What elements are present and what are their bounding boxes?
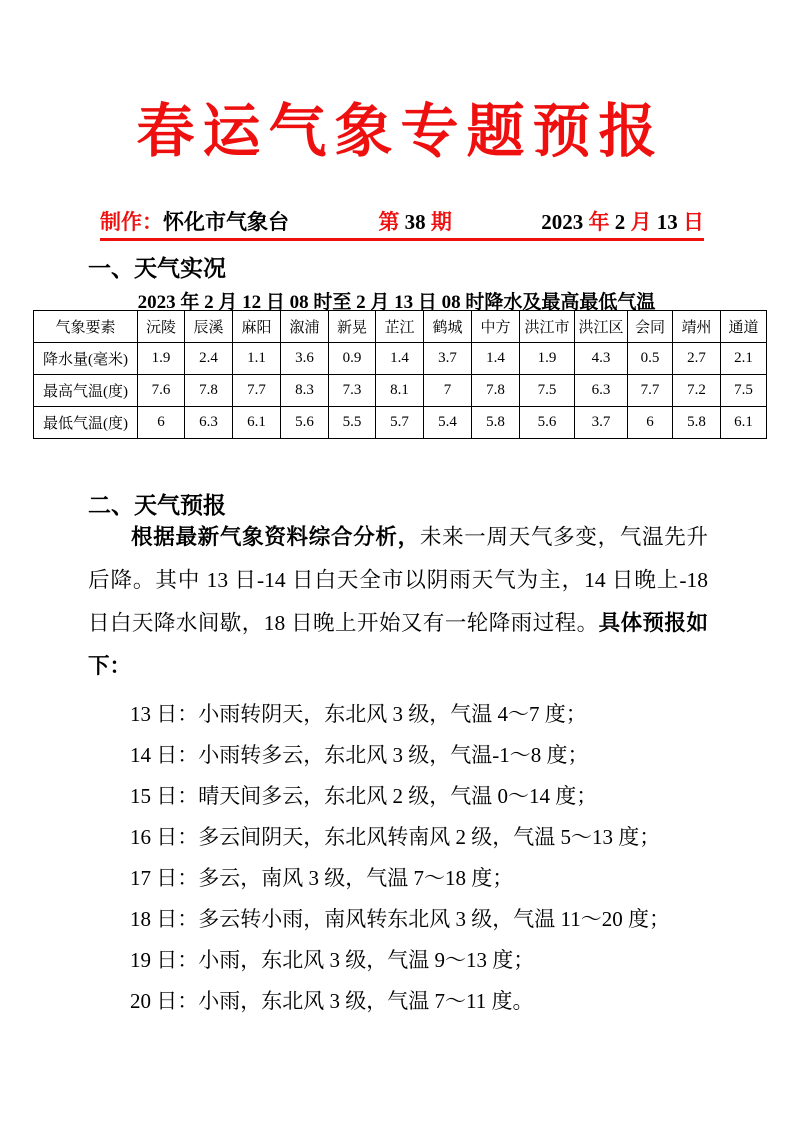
table-header-cell: 通道 (721, 311, 767, 343)
table-cell: 3.7 (424, 343, 472, 375)
table-cell: 5.8 (472, 407, 520, 439)
table-cell: 6.3 (575, 375, 628, 407)
table-cell: 3.7 (575, 407, 628, 439)
row-label: 最高气温(度) (34, 375, 138, 407)
table-row-precipitation (34, 343, 767, 375)
table-cell: 4.3 (575, 343, 628, 375)
table-cell: 2.1 (721, 343, 767, 375)
date-month: 2 (609, 210, 631, 234)
table-cell: 6 (628, 407, 673, 439)
table-cell: 7.2 (673, 375, 721, 407)
document-title: 春运气象专题预报 (136, 99, 665, 164)
date-month-unit: 月 (630, 210, 652, 234)
table-cell: 5.6 (520, 407, 575, 439)
table-cell: 5.5 (329, 407, 376, 439)
table-cell: 6.1 (721, 407, 767, 439)
table-cell: 0.9 (329, 343, 376, 375)
issue-date (541, 206, 704, 236)
observation-table (33, 310, 767, 439)
table-cell: 1.4 (472, 343, 520, 375)
table-cell: 7.3 (329, 375, 376, 407)
table-header-cell: 新晃 (329, 311, 376, 343)
table-cell: 7.5 (520, 375, 575, 407)
info-bar (100, 206, 704, 236)
producer (100, 206, 289, 236)
table-header-cell: 靖州 (673, 311, 721, 343)
table-cell: 2.7 (673, 343, 721, 375)
table-cell: 8.1 (376, 375, 424, 407)
table-header-cell: 鹤城 (424, 311, 472, 343)
table-header-cell: 中方 (472, 311, 520, 343)
red-divider (100, 238, 704, 241)
producer-name: 怀化市气象台 (163, 210, 289, 234)
table-cell: 5.6 (281, 407, 329, 439)
table-header-cell: 洪江区 (575, 311, 628, 343)
table-cell: 1.4 (376, 343, 424, 375)
section-heading-forecast: 二、天气预报 (88, 493, 226, 518)
section-heading-observation: 一、天气实况 (88, 256, 226, 281)
table-row-min-temp (34, 407, 767, 439)
table-cell: 7 (424, 375, 472, 407)
table-cell: 7.7 (233, 375, 281, 407)
table-header-cell: 麻阳 (233, 311, 281, 343)
observation-table-caption: 2023 年 2 月 12 日 08 时至 2 月 13 日 08 时降水及最高最低气温 (137, 292, 656, 313)
daily-forecast-list (130, 694, 730, 1022)
issue-number (378, 206, 452, 236)
issue-value: 38 (399, 210, 431, 234)
table-cell: 2.4 (185, 343, 233, 375)
table-cell: 7.6 (138, 375, 185, 407)
producer-label: 制作： (100, 210, 163, 234)
table-header-cell: 溆浦 (281, 311, 329, 343)
table-cell: 3.6 (281, 343, 329, 375)
forecast-item-day15: 15 日：晴天间多云，东北风 2 级，气温 0～14 度； (130, 784, 598, 808)
row-label: 降水量(毫米) (34, 343, 138, 375)
table-header-cell: 芷江 (376, 311, 424, 343)
table-cell: 1.9 (520, 343, 575, 375)
table-cell: 5.4 (424, 407, 472, 439)
table-header-cell: 沅陵 (138, 311, 185, 343)
table-cell: 6.1 (233, 407, 281, 439)
table-cell: 6.3 (185, 407, 233, 439)
table-header-row (34, 311, 767, 343)
table-header-cell: 辰溪 (185, 311, 233, 343)
date-year-unit: 年 (588, 210, 610, 234)
forecast-item-day17: 17 日：多云，南风 3 级，气温 7～18 度； (130, 866, 514, 890)
issue-prefix: 第 (378, 210, 400, 234)
forecast-para-body: 未来一周天气多变，气温先升后降。其中 13 日-14 日白天全市以阴雨天气为主，14 日晚上-18 日白天降水间歇，18 日晚上开始又有一轮降雨过程。 (88, 525, 708, 635)
table-header-cell: 气象要素 (34, 311, 138, 343)
forecast-item-day20: 20 日：小雨，东北风 3 级，气温 7～11 度。 (130, 989, 534, 1013)
forecast-item-day13: 13 日：小雨转阴天，东北风 3 级，气温 4～7 度； (130, 702, 587, 726)
forecast-item-day16: 16 日：多云间阴天，东北风转南风 2 级，气温 5～13 度； (130, 825, 661, 849)
table-cell: 7.5 (721, 375, 767, 407)
table-cell: 7.7 (628, 375, 673, 407)
issue-suffix: 期 (430, 210, 452, 234)
table-cell: 0.5 (628, 343, 673, 375)
date-day: 13 (651, 210, 683, 234)
forecast-para-bold-tail: 具体预报如下： (88, 611, 708, 678)
table-cell: 5.8 (673, 407, 721, 439)
table-cell: 8.3 (281, 375, 329, 407)
date-day-unit: 日 (683, 210, 704, 234)
forecast-item-day19: 19 日：小雨，东北风 3 级，气温 9～13 度； (130, 948, 535, 972)
table-row-max-temp (34, 375, 767, 407)
table-cell: 1.1 (233, 343, 281, 375)
forecast-para-bold-lead: 根据最新气象资料综合分析， (131, 525, 420, 549)
table-cell: 6 (138, 407, 185, 439)
forecast-item-day14: 14 日：小雨转多云，东北风 3 级，气温-1～8 度； (130, 743, 589, 767)
table-cell: 7.8 (185, 375, 233, 407)
table-cell: 7.8 (472, 375, 520, 407)
table-header-cell: 洪江市 (520, 311, 575, 343)
table-cell: 1.9 (138, 343, 185, 375)
table-cell: 5.7 (376, 407, 424, 439)
forecast-item-day18: 18 日：多云转小雨，南风转东北风 3 级，气温 11～20 度； (130, 907, 670, 931)
date-year: 2023 (541, 210, 589, 234)
forecast-paragraph (88, 516, 708, 688)
table-header-cell: 会同 (628, 311, 673, 343)
row-label: 最低气温(度) (34, 407, 138, 439)
